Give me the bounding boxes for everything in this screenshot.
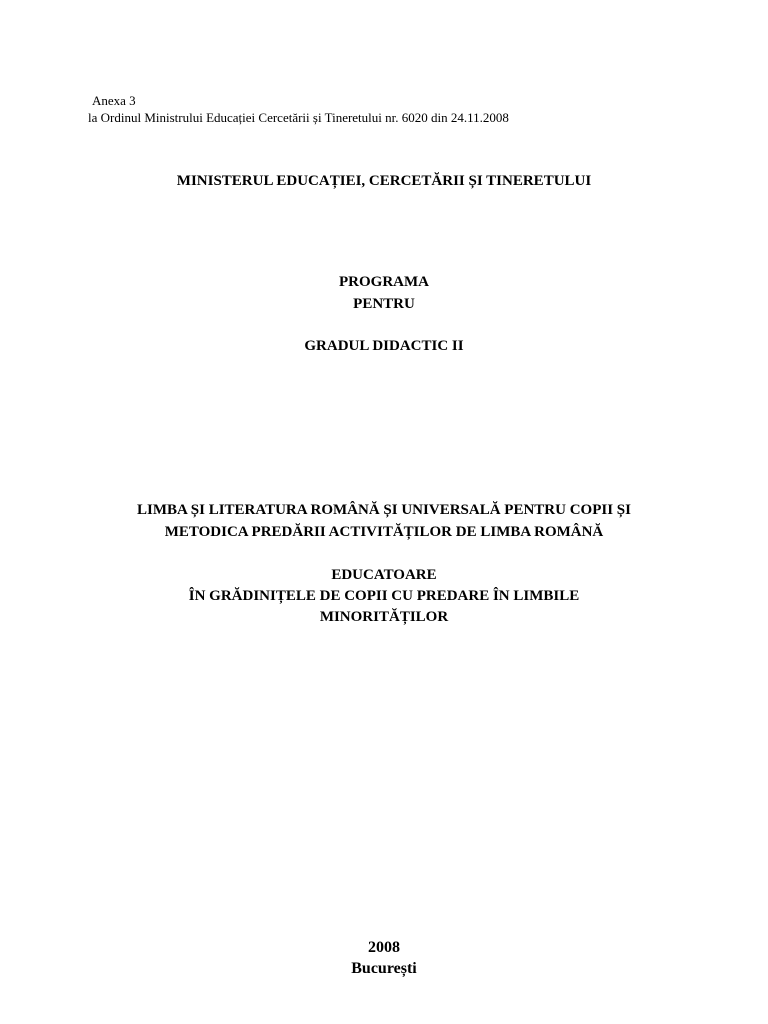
program-title-line2: PENTRU: [353, 296, 415, 312]
annex-number: Anexa 3: [92, 93, 136, 108]
audience-line3: MINORITĂȚILOR: [319, 609, 449, 625]
publication-city: București: [351, 960, 417, 977]
ministry-title: MINISTERUL EDUCAȚIEI, CERCETĂRII ȘI TINERETULUI: [176, 173, 592, 189]
audience-line1: EDUCATOARE: [331, 567, 437, 583]
order-reference: la Ordinul Ministrului Educației Cercetării și Tineretului nr. 6020 din 24.11.2008: [88, 110, 509, 125]
didactic-grade: GRADUL DIDACTIC II: [304, 338, 464, 354]
subject-title-line1: LIMBA ȘI LITERATURA ROMÂNĂ ȘI UNIVERSALĂ PENTRU COPII ȘI: [137, 502, 631, 518]
program-title-line1: PROGRAMA: [339, 274, 429, 290]
subject-title-line2: METODICA PREDĂRII ACTIVITĂȚILOR DE LIMBA ROMÂNĂ: [164, 524, 604, 540]
publication-year: 2008: [368, 939, 400, 956]
audience-line2: ÎN GRĂDINIȚELE DE COPII CU PREDARE ÎN LIMBILE: [188, 588, 580, 604]
